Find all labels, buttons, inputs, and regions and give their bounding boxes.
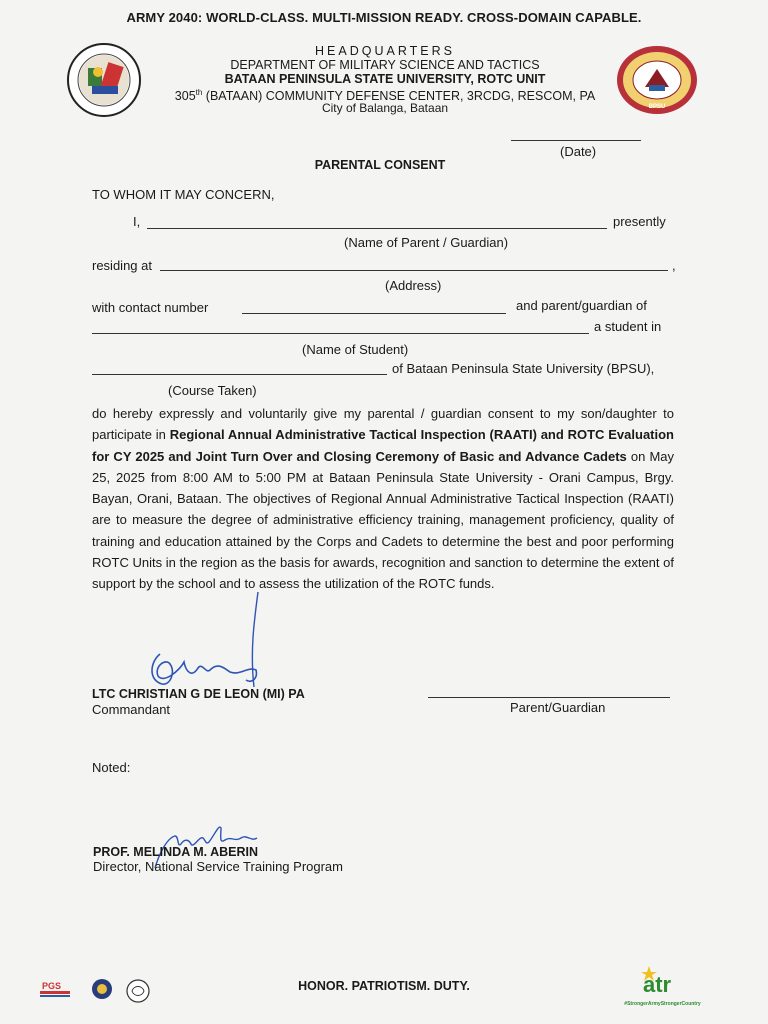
course-caption: (Course Taken) bbox=[168, 383, 257, 398]
parent-signature-line[interactable] bbox=[428, 697, 670, 698]
body-text-1: do hereby expressly and voluntarily give my parental / guardian consent to my son/daughter to participate in bbox=[92, 406, 674, 443]
parent-guardian-label: Parent/Guardian bbox=[510, 700, 606, 715]
consent-body bbox=[92, 403, 674, 595]
body-text-2: on May 25, 2025 from 8:00 AM to 5:00 PM at Bataan Peninsula State University - Orani Campus, Brgy. Bayan, Orani, Bataan. The objectives of Regional Annual Administrative Tactical Inspection (RAATI) are to measure the degree of administrative efficiency training, management proficiency, quality of training and education attained by the Corps and Cadets to determine the best and poor performing ROTC Units in the region as the basis for awards, recognition and sanction to determine the extent of support by the school and to assess the utilization of the ROTC funds. bbox=[92, 448, 674, 592]
i-label: I, bbox=[133, 214, 141, 229]
director-title: Director, National Service Training Program bbox=[93, 859, 343, 874]
contact-label: with contact number bbox=[92, 300, 209, 315]
cdc-text: (BATAAN) COMMUNITY DEFENSE CENTER, 3RCDG, RESCOM, PA bbox=[202, 89, 596, 104]
commandant-title: Commandant bbox=[92, 702, 171, 717]
presently-label: presently bbox=[613, 214, 666, 229]
commandant-name: LTC CHRISTIAN G DE LEON (MI) PA bbox=[92, 687, 305, 701]
course-line[interactable] bbox=[92, 374, 387, 375]
date-line[interactable] bbox=[511, 140, 641, 141]
contact-number-line[interactable] bbox=[242, 313, 506, 314]
director-name: PROF. MELINDA M. ABERIN bbox=[93, 845, 259, 859]
parent-name-line[interactable] bbox=[147, 228, 607, 229]
residing-label: residing at bbox=[92, 258, 152, 273]
department-heading: DEPARTMENT OF MILITARY SCIENCE AND TACTICS bbox=[230, 58, 540, 72]
headquarters-heading: HEADQUARTERS bbox=[315, 44, 455, 58]
student-name-line[interactable] bbox=[92, 333, 589, 334]
salutation: TO WHOM IT MAY CONCERN, bbox=[92, 187, 275, 202]
atr-hashtag: #StrongerArmyStrongerCountry bbox=[624, 1001, 701, 1007]
commandant-signature bbox=[140, 592, 270, 702]
student-in-label: a student in bbox=[594, 319, 662, 334]
top-motto: ARMY 2040: WORLD-CLASS. MULTI-MISSION READY. CROSS-DOMAIN CAPABLE. bbox=[126, 10, 642, 25]
date-caption: (Date) bbox=[560, 144, 597, 159]
bpsu-seal-logo bbox=[616, 45, 698, 115]
parent-name-caption: (Name of Parent / Guardian) bbox=[344, 235, 509, 250]
address-line[interactable] bbox=[160, 270, 668, 271]
document-title: PARENTAL CONSENT bbox=[314, 158, 446, 172]
dmst-seal-logo bbox=[66, 42, 142, 118]
bpsu-seal-text: BPSU bbox=[648, 104, 666, 110]
of-bpsu-label: of Bataan Peninsula State University (BPSU), bbox=[392, 361, 655, 376]
cdc-superscript: th bbox=[195, 88, 203, 97]
address-comma: , bbox=[672, 258, 676, 273]
atr-logo-text: atr bbox=[643, 972, 672, 996]
atr-star-icon bbox=[605, 964, 720, 996]
cdc-number: 305 bbox=[174, 89, 196, 104]
parent-guardian-of-label: and parent/guardian of bbox=[516, 298, 647, 313]
university-heading: BATAAN PENINSULA STATE UNIVERSITY, ROTC UNIT bbox=[224, 72, 546, 86]
noted-label: Noted: bbox=[92, 760, 131, 775]
atr-logo bbox=[605, 964, 720, 1007]
footer-motto: HONOR. PATRIOTISM. DUTY. bbox=[298, 979, 470, 993]
address-caption: (Address) bbox=[385, 278, 442, 293]
student-name-caption: (Name of Student) bbox=[302, 342, 409, 357]
pgs-logo-text: PGS bbox=[42, 981, 62, 991]
body-bold-event: Regional Annual Administrative Tactical Inspection (RAATI) and ROTC Evaluation for CY 2025 and Joint Turn Over and Closing Ceremony of Basic and Advance Cadets bbox=[92, 427, 674, 464]
city-heading: City of Balanga, Bataan bbox=[321, 101, 449, 115]
